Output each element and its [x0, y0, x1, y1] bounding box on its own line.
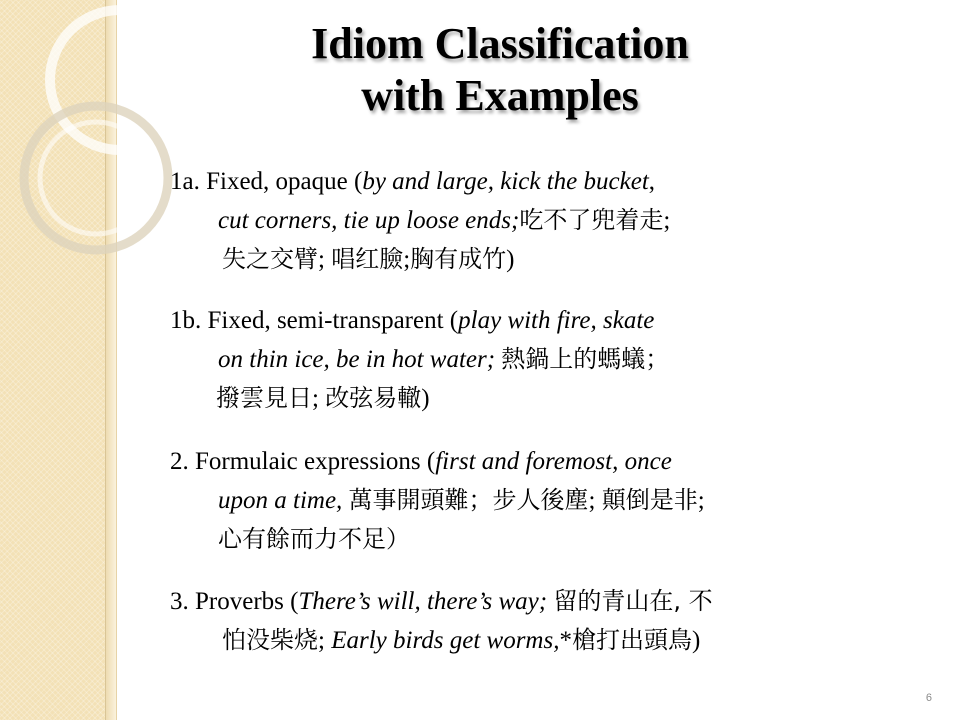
chinese-example: 撥雲見日	[216, 384, 312, 412]
list-item-row	[170, 582, 713, 621]
chinese-example: 心有餘而力不足）	[218, 525, 410, 553]
example-text: There’s will, there’s way;	[298, 588, 548, 615]
chinese-example: 失之交臂	[222, 245, 318, 273]
slide-number: 6	[925, 692, 932, 704]
example-text: Early birds get worms,	[331, 627, 560, 654]
punctuation: ;	[318, 246, 332, 273]
example-text: first and foremost, once	[435, 448, 672, 475]
item-label: 1b. Fixed, semi-transparent (	[170, 307, 459, 334]
example-text: play with fire, skate	[458, 307, 655, 334]
title-line-1: Idiom Classification	[311, 19, 689, 68]
chinese-example: 胸有成竹	[410, 245, 507, 273]
punctuation: ;	[588, 487, 602, 514]
example-text: upon a time,	[218, 487, 343, 514]
list-item-row	[170, 163, 670, 201]
chinese-example: 唱红臉	[331, 245, 404, 273]
list-item-2	[170, 443, 705, 559]
list-item-3	[170, 582, 713, 660]
item-label: 1a. Fixed, opaque (	[170, 168, 363, 195]
punctuation: *	[559, 627, 572, 654]
punctuation: )	[506, 246, 515, 273]
punctuation: )	[691, 627, 701, 654]
punctuation: ,	[648, 168, 656, 195]
punctuation: ;	[312, 385, 326, 412]
list-item-row	[170, 340, 669, 379]
example-text: on thin ice, be in hot water;	[218, 346, 496, 373]
list-item-row	[170, 520, 705, 559]
example-text: by and large, kick the bucket	[362, 168, 649, 195]
list-item-1a	[170, 163, 670, 279]
list-item-row	[170, 201, 670, 240]
item-label: 2. Formulaic expressions (	[170, 448, 436, 475]
punctuation: ;	[663, 207, 671, 234]
chinese-example: 留的青山在, 不	[553, 587, 713, 615]
chinese-example: 熱鍋上的螞蟻；	[501, 345, 670, 373]
chinese-example: 怕没柴烧	[222, 626, 318, 654]
chinese-example: 槍打出頭鳥	[571, 626, 692, 654]
chinese-example: 改弦易轍	[325, 384, 422, 412]
list-item-row	[170, 621, 713, 660]
chinese-example: 吃不了兜着走	[519, 206, 664, 234]
list-item-row	[170, 302, 669, 340]
punctuation: ;	[403, 246, 411, 273]
item-label: 3. Proverbs (	[170, 588, 299, 615]
punctuation: ;	[697, 487, 705, 514]
list-item-row	[170, 481, 705, 520]
example-text: cut corners, tie up loose ends;	[218, 207, 520, 234]
punctuation: ;	[318, 627, 332, 654]
list-item-row	[170, 443, 705, 481]
chinese-example: 萬事開頭難；步人後塵	[348, 486, 589, 514]
list-item-row	[170, 379, 669, 418]
list-item-row	[170, 240, 670, 279]
list-item-1b	[170, 302, 669, 418]
chinese-example: 顛倒是非	[601, 486, 698, 514]
slide-title	[190, 18, 810, 122]
title-line-2: with Examples	[361, 71, 639, 120]
punctuation: )	[421, 385, 430, 412]
